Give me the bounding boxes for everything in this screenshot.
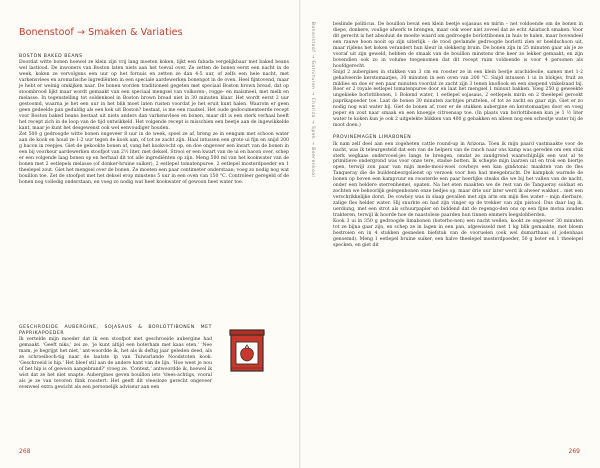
paragraph: beslinde politicus. De bouillon bevat een klein beetje sojasaus en mirin – net voldoende om de bonen in diepe, donkere, voulige afwerk te brengen, maar ook weer niet zoveel dat ze echt Aziatisch smaken. Voor dit gerecht is het absoluut de moeite waard om gedroogde borlottibonen in huis te halen, maar bovendeel een rauwe boon nooit op zijn uiterlijk – de rood gevlamde gedroogde borlotti zien er boeldschoon uit, maar rijdens het koken verandert hun kleur in slekkerig bruin. De bonen zijn in 25 minuten gaar als je ze vooraf uit zijn geweld, hebben de smaak van de bouillon minstens drie keer zo lekker gemaakt, en zijn bovendien ook zo in volume toegenomen dat dit recept ruim voldoende is voor 4 personen als hoofdgerecht. [333, 22, 583, 69]
chapter-title: Bonenstoof → Smaken & Variaties [19, 27, 183, 38]
paragraph: Ik nam zelf deel aan een zogeheten cattle round-up in Arizona. Toen ik mijn paard vastmaakte voor de nacht, was ik teleurgesteld dat een van de helpers van de ranch naar ons kamp was gereden om een stuk sterk wegkaas ondervooel-jes langs te brengen, omdat ze zandgrond waarschijnlijk een wat al te primitieve ondergrond was voor onze tere, stadse botten. Ik schepte mijn laarzen uit en trok een biertje open, terwijl zon paar van mijn mede-mooi-woei cowboys een kan gin&tonic maakten van de fles Tanqueray die de buildenbeorgolienst op verzoek voor hen had meegebracht. De kampkok warmde de bonen op boven een kampvuur en roosterde een paar heerlijke steaks die we bij het vallen van de nacht, onder een heldere sterrenhemel, opaten. Na het eten maakten we de rest van de Tanqueray soldaat en zochten we behoorlijk gelegenbonen onze bedjes op, maar drie uur later werd ik alweer wakker... met een verschrikkelijke dorst. De cowboy was in slaap gevallen met zijn arm om mijn fles water – mijn dierbare, zalige fles helder water. Hij snurkte en had zijn vinger op de trekker van zijn pistool. Dus daar lag ik, uerdiung, met een strot als schuurpapier en biddend dat de regengo-den ons op een fijne motsa zouden trakteren, terwijl ik hoorde hoe de naastolese paarden hun tinnen emmers leegslobberden. [333, 141, 583, 219]
paragraph: Ik vertelde mijn moeder dat ik een stoofpot met geschroeide aubergine had gemaakt. 'Geeft niks,' zei ze, 'je kunt altijd een boterham met kaas eten.' 'Nee mam, je begrijpt het niet,' ant-woordde ik, het als ik deftig jaar geleden deed, als ze schroeiboch-tig naar de laatste lp van Tuiwarlande Noodstoten kook. 'Geschroeid is hip.' Het bleef stil aan de andere kant van de lijn. 'Hoe weet je nou of het hip is of gewoon aangebrand?' vroeg ze. 'Context,' antwoordde ik, hoewel ik wist dat ze het niet snapte. Aubergines geven bouillon iets 'vlees-achtigs, vooral als je ze van tevoren flink roostert. Het geeft dit vleesloze gerecht ongeveer evenveel extra gewicht als een personelijk adviseur aan een [19, 337, 212, 391]
page-number: 268 [19, 448, 31, 455]
section-heading: BOSTON BAKED BEANS [19, 54, 83, 59]
tomato-icon [241, 348, 254, 361]
paragraph: Kook 3 ui in 350 g gedroogde limabonen (boterbo-nen) een nacht wellen, kookt ze ongeveer 30 minuten tot ze bijna gaar zijn, en schep ze in lagen in een pan, afgewisseld met 1 kg blik gemaakte, met bloem bestroien en in 4 stukken gesneden biefstuk van de vooruelen (ook wel dumarthaas of jodenhaas genoemd). Meng 1 eetlepel bruine suiker, een halve theelepel mosterdpoeder, 50 g boter en 1 theelepel specken, en giet dit [333, 219, 583, 248]
spice-tin-illustration [228, 328, 266, 374]
right-column [333, 22, 583, 249]
tin-lid [230, 330, 264, 335]
page-number: 269 [568, 448, 580, 455]
section-heading: GESCHROEIDE AUBERGINE, SOJASAUS & BORLOTTIBONEN MET PAPRIKAPOEDER [19, 325, 212, 336]
section-heading: PROVINEMAGEN LIMABONEN [333, 135, 412, 141]
section-boston-baked-beans [19, 54, 289, 185]
running-head [307, 22, 317, 292]
paragraph: Doordat witte bonen hoewel ze klein zijn vrij lang moeten koken, lijkt een fabada vergelijkbaar met baked beans wel lastlood. De inwoners van Boston laten niets aan het toeval over. Ze zetten de bonen eerst een nacht in de week, koken ze vervolgens een uur op het fornuis en zetten ze dan 4-5 uur, of zelfs een hele nacht, met varkensvlees en aromatische ingrediënten in een speciale aardewerken bonenpot in de oven. Heel fijntovend, maar je hebt er weinig omkijken naar. De bonen worden traditioneel gegeten met speciaal Boston brown bread, dat op stoombrood lijkt maar wordt gemaakt van een speciaal mengsel van volkoren-, rogge- en maïsmeel, met melk en melasse. In tegenstelling tot soldenkoel in Boston brown bread niet in 30 minuten klaar. Het wordt eerst 2 uur gestoomd, waarna je het een uur in het blik moet laten rusten voordat je het eruit kunt halen. Waarom er geen geen gedeelde pan geduldig als een kok uit Boston? bestaat, is me een raadsel. Het oude gedocumenteerde recept voor Boston baked beans bestaat uit niets anders dan varkensvlees en bonen, maar dit is een sterk verhaal heeft het recept zich in de loop van de tijd ontwikkeld. Het volgende recept is misschien een beetje aan de ingewikkelde kant, maar je kunt het desgewenst ook wel eenvoudiger houden. [19, 60, 289, 131]
right-page [301, 0, 600, 468]
paragraph: Zet 500 g gedroogde witte bonen ongeveer 8 uur in de week, spoel ze af, breng ze in eengum met schoon water aan de kook en houd ze 1-2 uur tegen de kook aan, of tot ze zacht zijn. Haal intussen een grote ui fijn en snijd 200 g bacon in reepjes. Giet de gekookte bonen af, vang het kookvocht op, en doe ongeveer een kwart van de bonen in een bij voorkeur aardewerken stoofpot van 2½ liter, met deksel. Strooi er een kwart van de ui en bacon over, schep er een volgende laag bonen op en herhaal dit tot alle ingrediënten op zijn. Meng 500 ml van het kookwater van de bonen met 2 eetlepels melasse (of donker-bruine suiker), 2 eetlepel tomatenpuree, 2 eetlepel mosterdpoeder en 1 theelepel zout. Giet het mengsel over de bonen. Ze moeten een paar centimeter onderstaan; voeg zo nodig nog wat bouillon toe. Zet de stoofpot met het deksel erop minstens 5 uur in een oven van 150 °C. Controleer geregeld of de bonen nog volledig onderstaan, en voeg zo nodig wat heet kookwater of gewoon heet water toe. [19, 131, 289, 185]
paragraph: Snijd 2 aubergines in stukken van 3 cm en rooster ze in een klein bestje arachideolie, samen met 1-2 gehalveerde kerstomaatjes, 30 minuten in een oven van 200 °C. Snijd intussen 1 ui in blokjes, fruit ze mildies en doe er een paar minuten voordat ze zacht zijn 3 tenen knoflook en een snepend vinkelzaad bij. Roer er 2 royale eetlepel tomatenpuree door en laat het mengsel 1 minuut bakken. Voeg 250 g geweekte ungekieke borlottibonen, 1 Bokend water, 1 eetlepel sojasaus, 2 eetlepels mirin en 2 theelepel gerookt paprikapoeder toe. Laat de bonen 30 minuten zachtjes pruttelen, of tot ze zacht en gaar zijn. Giet er zo nodig nog wat water bij. Giet de bonen af, roer er de stukken aubergine en kerstomaatjes door en voeg peper en zout naar smaak en een knoepje citroensap toe. (In plaats van borlottibonen kun je 1 ½ liter water te koken kun je ook 2 uitgelekte blikken van 400 g gebakken en alleen nog een scheutje water bij de moot doen.) [333, 69, 583, 129]
running-head-text: Bonenstoof → Garnituren → Chorizo → Spek → Boerenkool [310, 22, 315, 178]
section-aubergine-borlotti [19, 325, 212, 391]
